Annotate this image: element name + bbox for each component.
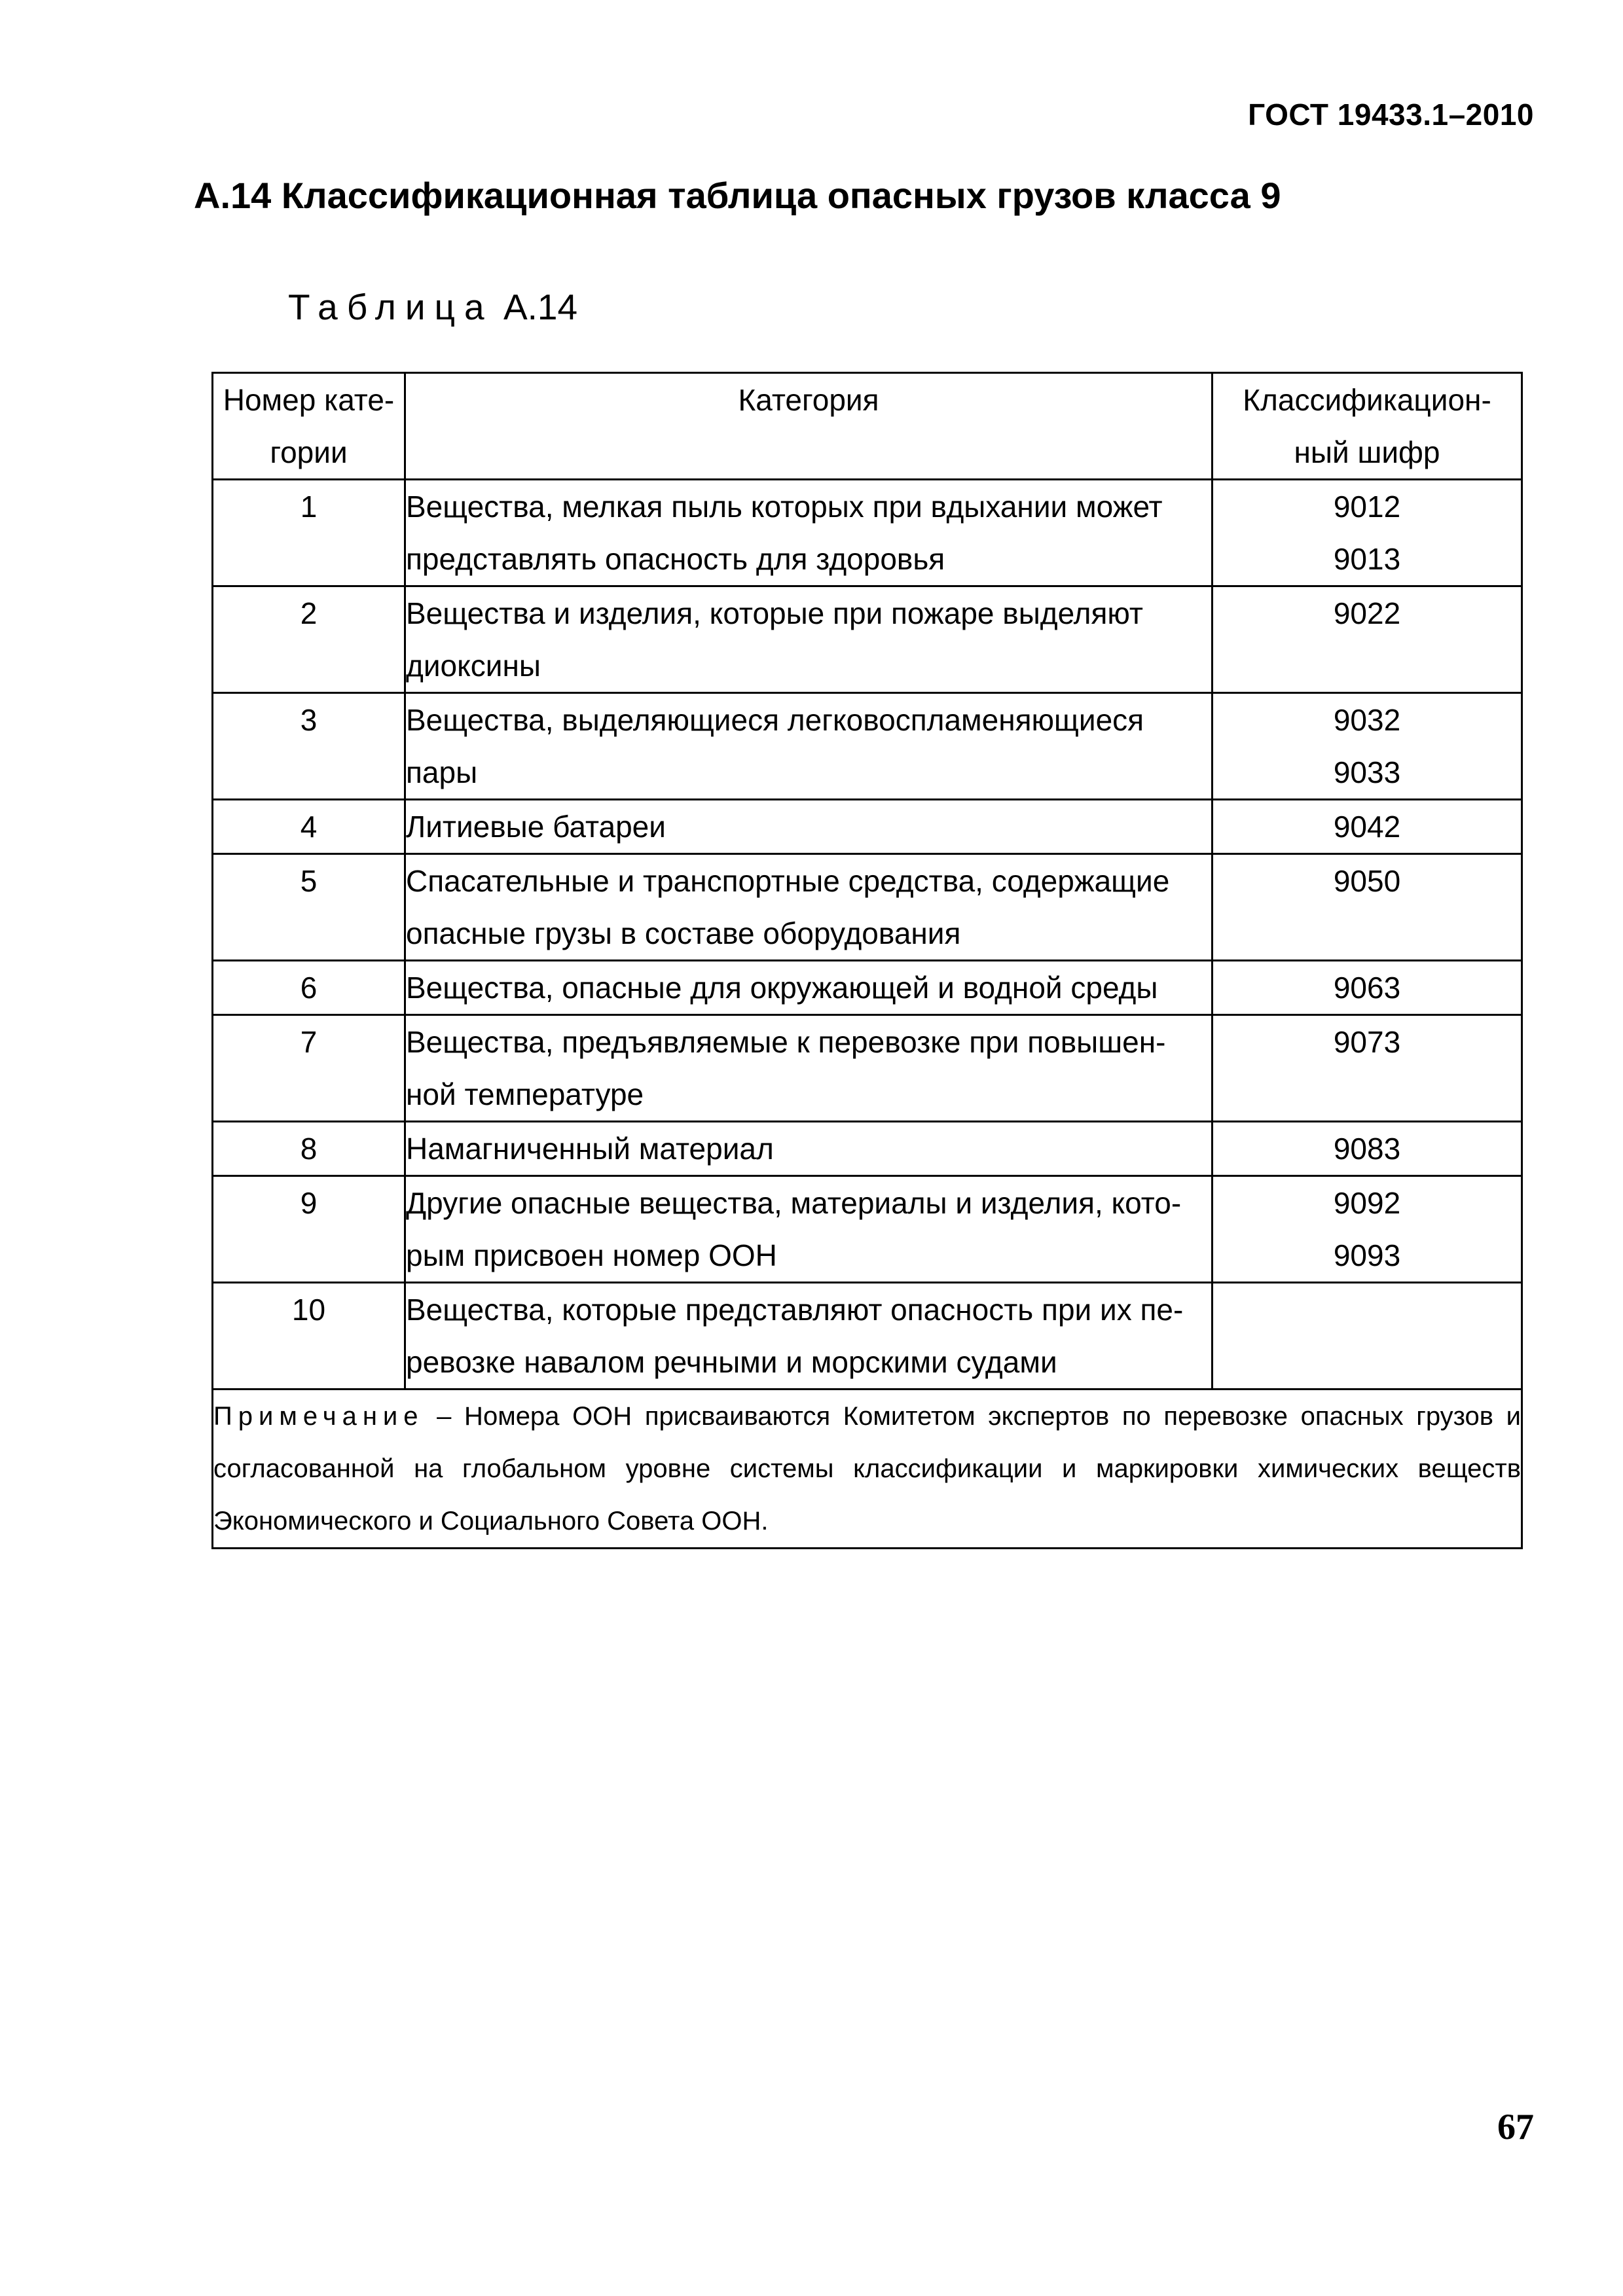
code-value: 9092	[1333, 1186, 1401, 1220]
row-code	[1213, 1176, 1522, 1283]
row-code	[1213, 854, 1522, 961]
row-number: 10	[213, 1283, 405, 1390]
row-code	[1213, 800, 1522, 854]
table-row	[213, 854, 1522, 961]
code-value: 9032	[1333, 703, 1401, 737]
page-number: 67	[1497, 2107, 1534, 2147]
header-code: Классификацион- ный шифр	[1213, 373, 1522, 480]
row-category: Вещества, предъявляемые к перевозке при повышен- ной температуре	[405, 1015, 1213, 1122]
row-number: 3	[213, 693, 405, 800]
table-row	[213, 1122, 1522, 1176]
row-code	[1213, 586, 1522, 693]
table-row	[213, 1283, 1522, 1390]
document-code: ГОСТ 19433.1–2010	[1248, 98, 1534, 132]
table-caption-id: А.14	[503, 287, 578, 327]
table-header-row	[213, 373, 1522, 480]
code-value: 9073	[1333, 1025, 1401, 1059]
row-number: 9	[213, 1176, 405, 1283]
table-caption-word: Таблица	[288, 287, 494, 327]
code-value: 9083	[1333, 1132, 1401, 1166]
row-category: Спасательные и транспортные средства, содержащие опасные грузы в составе оборудования	[405, 854, 1213, 961]
code-value: 9050	[1333, 864, 1401, 898]
table-row	[213, 961, 1522, 1015]
note-label: Примечание	[213, 1402, 424, 1431]
row-number: 2	[213, 586, 405, 693]
row-number: 6	[213, 961, 405, 1015]
table-note	[213, 1390, 1522, 1549]
row-code	[1213, 1015, 1522, 1122]
row-category: Другие опасные вещества, материалы и изделия, кото- рым присвоен номер ООН	[405, 1176, 1213, 1283]
row-category: Намагниченный материал	[405, 1122, 1213, 1176]
row-category: Литиевые батареи	[405, 800, 1213, 854]
row-category: Вещества, опасные для окружающей и водной среды	[405, 961, 1213, 1015]
row-number: 1	[213, 480, 405, 586]
row-code	[1213, 1283, 1522, 1390]
row-code	[1213, 693, 1522, 800]
table-body	[213, 480, 1522, 1549]
classification-table	[211, 372, 1523, 1549]
table-note-row	[213, 1390, 1522, 1549]
row-number: 7	[213, 1015, 405, 1122]
code-value: 9013	[1333, 542, 1401, 576]
code-value: 9063	[1333, 971, 1401, 1005]
code-value: 9042	[1333, 810, 1401, 844]
row-number: 5	[213, 854, 405, 961]
note-text: – Номера ООН присваиваются Комитетом экспертов по перевозке опасных грузов и согласованной на глобальном уровне системы классификации и маркировки химических веществ Экономического и Социального Совета ООН.	[213, 1402, 1521, 1535]
code-value: 9093	[1333, 1238, 1401, 1272]
code-value: 9012	[1333, 490, 1401, 524]
row-category: Вещества, которые представляют опасность при их пе- ревозке навалом речными и морскими судами	[405, 1283, 1213, 1390]
row-number: 4	[213, 800, 405, 854]
table-row	[213, 1176, 1522, 1283]
table-row	[213, 480, 1522, 586]
section-heading: А.14 Классификационная таблица опасных грузов класса 9	[194, 175, 1281, 216]
row-category: Вещества, мелкая пыль которых при вдыхании может представлять опасность для здоровья	[405, 480, 1213, 586]
table-row	[213, 586, 1522, 693]
row-code	[1213, 1122, 1522, 1176]
row-number: 8	[213, 1122, 405, 1176]
table-row	[213, 800, 1522, 854]
header-category: Категория	[405, 373, 1213, 480]
table-row	[213, 693, 1522, 800]
code-value: 9033	[1333, 755, 1401, 789]
row-category: Вещества, выделяющиеся легковоспламеняющиеся пары	[405, 693, 1213, 800]
table-row	[213, 1015, 1522, 1122]
header-number: Номер кате- гории	[213, 373, 405, 480]
row-code	[1213, 480, 1522, 586]
code-value: 9022	[1333, 596, 1401, 630]
row-code	[1213, 961, 1522, 1015]
table-caption	[288, 286, 577, 328]
row-category: Вещества и изделия, которые при пожаре выделяют диоксины	[405, 586, 1213, 693]
